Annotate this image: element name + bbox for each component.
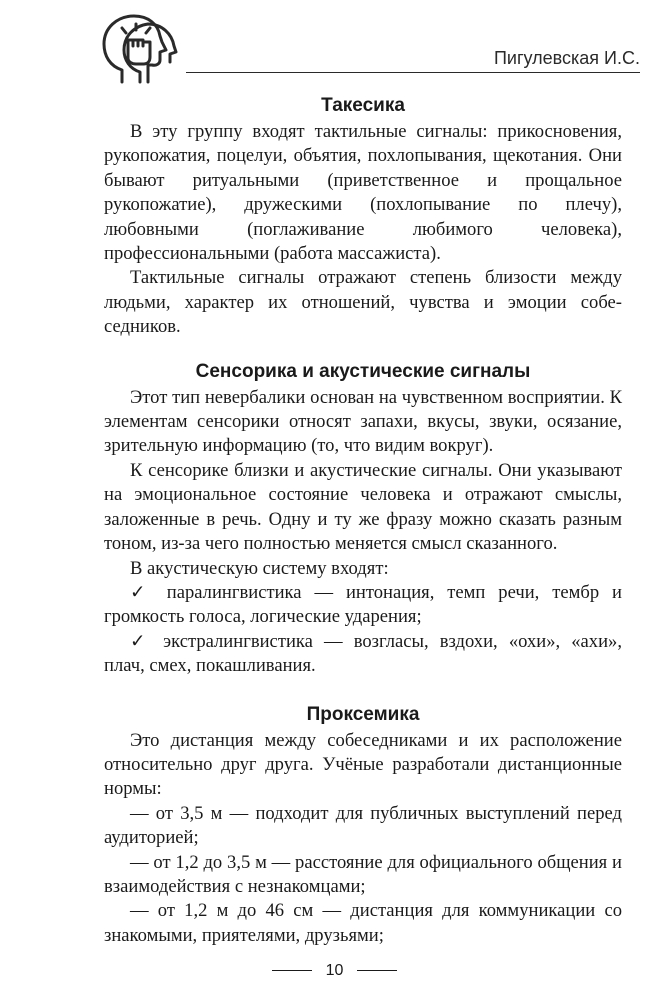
checklist-item: ✓ паралингвистика — интонация, темп речи, тембр и громкость голоса, логические ударения; bbox=[104, 581, 622, 628]
section-title: Сенсорика и акустические сигналы bbox=[195, 360, 531, 382]
paragraph: В эту группу входят тактильные сигналы: прикосновения, рукопожатия, поцелуи, объятия, похлопывания, щекотания. Они бывают ритуальными (приветственное и прощальное рукопожатие), дружескими (похлопывание по плечу), любовными (поглаживание любимого человека), профессиональными (работа массажиста). bbox=[104, 121, 622, 265]
footer-dash bbox=[357, 970, 397, 971]
running-header bbox=[100, 12, 640, 92]
footer-dash bbox=[272, 970, 312, 971]
section-title: Проксемика bbox=[306, 703, 420, 725]
list-item: — от 1,2 м до 46 см — дистанция для коммуникации со знакомыми, приятелями, друзьями; bbox=[104, 900, 622, 946]
section-title: Такесика bbox=[321, 95, 405, 116]
header-rule bbox=[186, 72, 640, 73]
paragraph: Это дистанция между собеседниками и их расположение относительно друг друга. Учёные разработали дистанционные нормы: bbox=[104, 729, 622, 800]
author-name: Пигулевская И.С. bbox=[493, 48, 640, 68]
list-item: — от 3,5 м — подходит для публичных выступлений перед аудиторией; bbox=[104, 802, 622, 849]
page-number: 10 bbox=[325, 962, 344, 979]
paragraph: Тактильные сигналы отражают степень близости между людьми, характер их отношений, чувства и эмоции собеседников. bbox=[104, 267, 622, 338]
head-with-raised-fist-icon bbox=[100, 12, 180, 92]
page-content bbox=[104, 92, 622, 948]
list-item: — от 1,2 до 3,5 м — расстояние для официального общения и взаимодействия с незнакомцами; bbox=[104, 851, 622, 897]
page-footer bbox=[0, 962, 669, 980]
paragraph: В акустическую систему входят: bbox=[130, 557, 389, 579]
checklist-item: ✓ экстралингвистика — возгласы, вздохи, «охи», «ахи», плач, смех, покашливания. bbox=[104, 630, 622, 677]
paragraph: К сенсорике близки и акустические сигналы. Они указывают на эмоциональное состояние человека и отражают смыслы, заложенные в речь. Одну и ту же фразу можно сказать разным тоном, из-за чего полностью меняется смысл сказанного. bbox=[104, 459, 622, 555]
paragraph: Этот тип невербалики основан на чувственном восприятии. К элементам сенсорики относят запахи, вкусы, звуки, осязание, зрительную информацию (то, что видим вокруг). bbox=[104, 386, 622, 457]
